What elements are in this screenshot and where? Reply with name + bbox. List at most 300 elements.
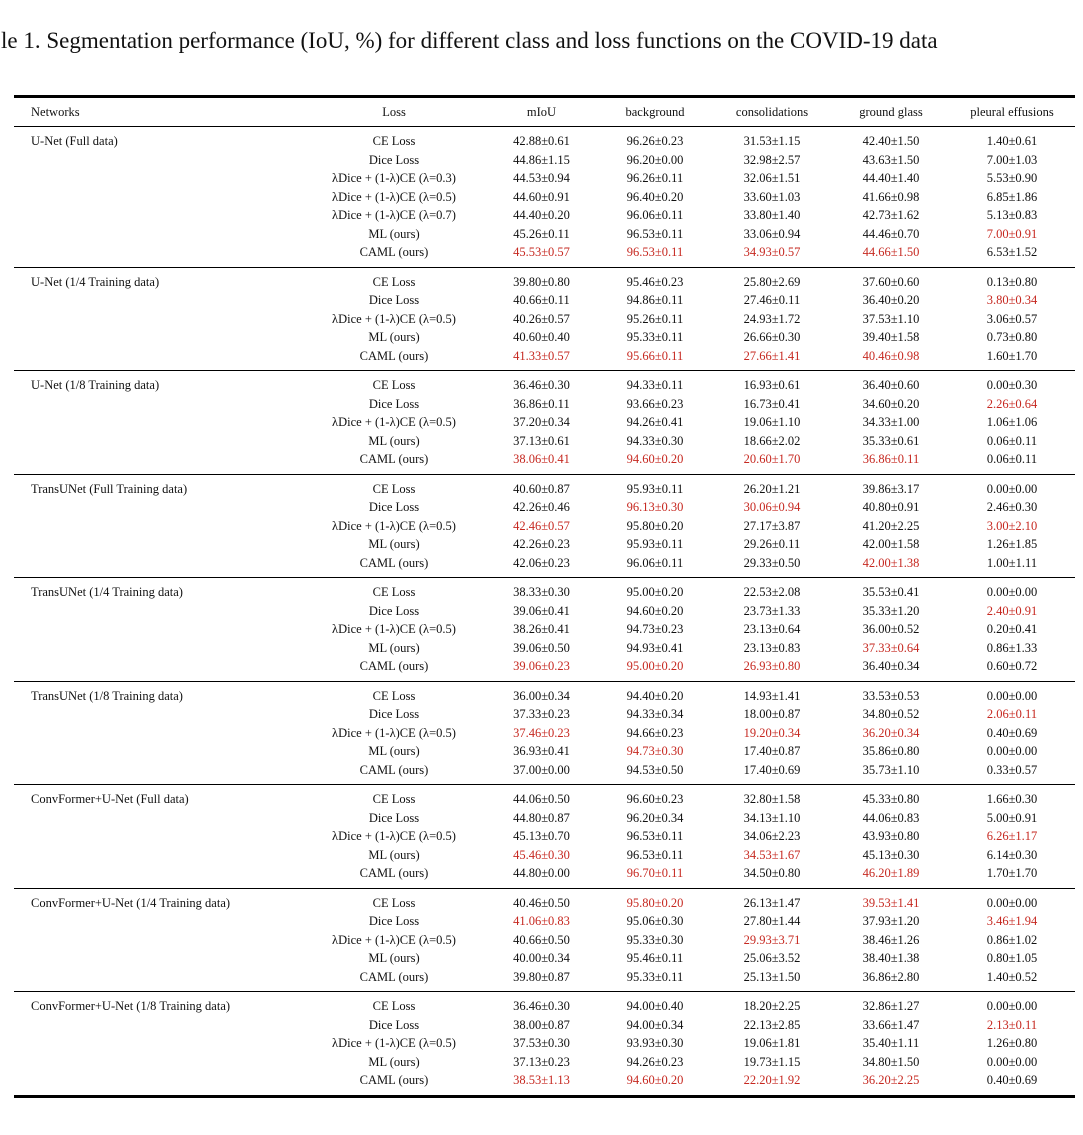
loss-label: CE Loss: [372, 274, 416, 289]
column-header-consolidations: consolidations: [711, 97, 833, 127]
metric-value: 41.33±0.57: [513, 348, 570, 363]
metric-value: 94.93±0.41: [626, 640, 684, 655]
metric-value: 34.80±1.50: [862, 1054, 920, 1069]
loss-label: Dice Loss: [368, 914, 420, 928]
metric-value: 39.53±1.41: [862, 895, 920, 910]
metric-value: 35.53±0.41: [862, 585, 920, 599]
loss-label: ML (ours): [368, 951, 420, 965]
metric-value: 24.93±1.72: [743, 311, 801, 326]
loss-label: CAML (ours): [359, 659, 429, 673]
metric-value: 2.06±0.11: [986, 707, 1038, 721]
metric-value: 3.06±0.57: [986, 311, 1038, 326]
metric-value: 0.13±0.80: [986, 274, 1038, 289]
metric-value: 3.46±1.94: [986, 914, 1038, 928]
metric-value: 46.20±1.89: [862, 866, 920, 880]
metric-value: 40.66±0.50: [513, 932, 570, 947]
metric-value: 36.00±0.34: [513, 688, 570, 703]
column-header-background: background: [599, 97, 711, 127]
metric-value: 44.46±0.70: [862, 226, 920, 241]
loss-label: CAML (ours): [359, 1073, 429, 1087]
metric-value: 37.13±0.61: [513, 433, 570, 448]
metric-value: 18.00±0.87: [743, 707, 801, 721]
network-group: [14, 785, 1075, 889]
network-name: U-Net (1/8 Training data): [31, 378, 160, 392]
metric-value: 6.85±1.86: [986, 189, 1038, 204]
metric-value: 44.53±0.94: [513, 171, 570, 185]
metric-value: 7.00±1.03: [986, 152, 1038, 167]
metric-value: 35.33±0.61: [862, 433, 920, 448]
results-table: [14, 95, 1075, 1098]
loss-label: ML (ours): [368, 537, 420, 551]
metric-value: 40.00±0.34: [513, 951, 570, 965]
metric-value: 39.86±3.17: [862, 481, 920, 496]
loss-label: λDice + (1-λ)CE (λ=0.5): [332, 1036, 456, 1050]
loss-label: Dice Loss: [368, 603, 420, 618]
metric-value: 19.06±1.10: [743, 415, 801, 429]
metric-value: 96.06±0.11: [626, 208, 684, 222]
loss-label: λDice + (1-λ)CE (λ=0.5): [332, 725, 456, 740]
metric-value: 94.86±0.11: [626, 293, 684, 307]
metric-value: 96.26±0.11: [626, 171, 684, 185]
metric-value: 36.20±0.34: [862, 725, 920, 740]
metric-value: 5.53±0.90: [986, 171, 1038, 185]
metric-value: 44.06±0.50: [513, 792, 570, 806]
loss-label: CE Loss: [372, 999, 416, 1013]
metric-value: 39.06±0.41: [513, 603, 570, 618]
metric-value: 6.26±1.17: [986, 829, 1038, 843]
metric-value: 95.66±0.11: [626, 348, 684, 363]
metric-value: 32.98±2.57: [743, 152, 801, 167]
network-name: ConvFormer+U-Net (1/8 Training data): [31, 999, 231, 1013]
metric-value: 26.66±0.30: [743, 330, 801, 344]
metric-value: 18.66±2.02: [743, 433, 801, 448]
metric-value: 42.88±0.61: [513, 134, 570, 148]
loss-label: CAML (ours): [359, 866, 429, 880]
metric-value: 94.60±0.20: [626, 1073, 684, 1087]
metric-value: 0.00±0.00: [986, 688, 1038, 703]
metric-value: 42.40±1.50: [862, 134, 920, 148]
metric-value: 42.00±1.58: [862, 537, 920, 551]
metric-value: 6.14±0.30: [986, 847, 1038, 862]
metric-value: 95.80±0.20: [626, 895, 684, 910]
loss-label: CE Loss: [372, 792, 416, 806]
metric-value: 96.70±0.11: [626, 866, 684, 880]
column-header-pleural-effusions: pleural effusions: [949, 97, 1075, 127]
metric-value: 44.80±0.87: [513, 810, 570, 825]
metric-value: 95.00±0.20: [626, 659, 684, 673]
loss-label: λDice + (1-λ)CE (λ=0.5): [332, 189, 456, 204]
loss-label: ML (ours): [368, 330, 420, 344]
network-group: [14, 888, 1075, 992]
metric-value: 34.33±1.00: [862, 415, 920, 429]
table-row: [14, 127, 1075, 151]
table-row: [14, 681, 1075, 705]
metric-value: 19.73±1.15: [743, 1054, 801, 1069]
metric-value: 27.66±1.41: [743, 348, 801, 363]
metric-value: 95.46±0.23: [626, 274, 684, 289]
network-name: U-Net (1/4 Training data): [31, 274, 160, 289]
metric-value: 37.00±0.00: [513, 762, 570, 777]
metric-value: 44.80±0.00: [513, 866, 570, 880]
metric-value: 25.13±1.50: [743, 969, 801, 984]
metric-value: 96.53±0.11: [626, 829, 684, 843]
metric-value: 1.40±0.52: [986, 969, 1038, 984]
metric-value: 94.60±0.20: [626, 603, 684, 618]
metric-value: 25.80±2.69: [743, 274, 801, 289]
metric-value: 95.00±0.20: [626, 585, 684, 599]
metric-value: 35.86±0.80: [862, 744, 920, 758]
metric-value: 96.26±0.23: [626, 134, 684, 148]
network-group: [14, 578, 1075, 682]
metric-value: 23.13±0.64: [743, 622, 801, 636]
metric-value: 36.40±0.20: [862, 293, 920, 307]
metric-value: 39.06±0.23: [513, 659, 570, 673]
metric-value: 1.66±0.30: [986, 792, 1038, 806]
metric-value: 0.80±1.05: [986, 951, 1038, 965]
metric-value: 1.06±1.06: [986, 415, 1038, 429]
table-header: [14, 97, 1075, 127]
metric-value: 22.53±2.08: [743, 585, 801, 599]
metric-value: 45.33±0.80: [862, 792, 920, 806]
metric-value: 40.46±0.98: [862, 348, 920, 363]
table-row: [14, 992, 1075, 1016]
metric-value: 36.86±0.11: [513, 396, 570, 411]
metric-value: 34.53±1.67: [743, 847, 801, 862]
metric-value: 96.60±0.23: [626, 792, 684, 806]
metric-value: 94.66±0.23: [626, 725, 684, 740]
metric-value: 1.40±0.61: [986, 134, 1038, 148]
metric-value: 27.46±0.11: [743, 293, 801, 307]
metric-value: 39.80±0.87: [513, 969, 570, 984]
metric-value: 94.26±0.23: [626, 1054, 684, 1069]
metric-value: 40.60±0.87: [513, 481, 570, 496]
metric-value: 39.06±0.50: [513, 640, 570, 655]
metric-value: 37.33±0.23: [513, 707, 570, 721]
metric-value: 37.20±0.34: [513, 415, 570, 429]
metric-value: 26.93±0.80: [743, 659, 801, 673]
network-group: [14, 474, 1075, 578]
metric-value: 95.26±0.11: [626, 311, 684, 326]
metric-value: 38.00±0.87: [513, 1017, 570, 1032]
metric-value: 0.40±0.69: [986, 725, 1038, 740]
metric-value: 95.06±0.30: [626, 914, 684, 928]
metric-value: 19.20±0.34: [743, 725, 801, 740]
metric-value: 95.46±0.11: [626, 951, 684, 965]
metric-value: 36.00±0.52: [862, 622, 920, 636]
metric-value: 1.60±1.70: [986, 348, 1038, 363]
metric-value: 40.46±0.50: [513, 895, 570, 910]
loss-label: Dice Loss: [368, 1017, 420, 1032]
metric-value: 29.26±0.11: [743, 537, 801, 551]
loss-label: CAML (ours): [359, 969, 429, 984]
metric-value: 0.00±0.00: [986, 999, 1038, 1013]
network-group: [14, 267, 1075, 371]
metric-value: 93.66±0.23: [626, 396, 684, 411]
metric-value: 0.00±0.00: [986, 744, 1038, 758]
network-name: ConvFormer+U-Net (Full data): [31, 792, 189, 806]
metric-value: 36.40±0.60: [862, 378, 920, 392]
loss-label: CE Loss: [372, 378, 416, 392]
metric-value: 96.06±0.11: [626, 555, 684, 570]
metric-value: 5.13±0.83: [986, 208, 1038, 222]
metric-value: 37.53±1.10: [862, 311, 920, 326]
loss-label: CAML (ours): [359, 555, 429, 570]
metric-value: 45.46±0.30: [513, 847, 570, 862]
network-group: [14, 681, 1075, 785]
loss-label: CAML (ours): [359, 762, 429, 777]
loss-label: ML (ours): [368, 226, 420, 241]
metric-value: 44.86±1.15: [513, 152, 570, 167]
loss-label: Dice Loss: [368, 396, 420, 411]
metric-value: 35.40±1.11: [862, 1036, 920, 1050]
metric-value: 33.60±1.03: [743, 189, 801, 204]
metric-value: 45.26±0.11: [513, 226, 570, 241]
metric-value: 96.53±0.11: [626, 226, 684, 241]
table-caption: le 1. Segmentation performance (IoU, %) for different class and loss functions on the COVID-19 data: [1, 28, 938, 53]
metric-value: 35.73±1.10: [862, 762, 920, 777]
network-group: [14, 992, 1075, 1097]
metric-value: 96.53±0.11: [626, 847, 684, 862]
metric-value: 18.20±2.25: [743, 999, 801, 1013]
table-row: [14, 578, 1075, 602]
metric-value: 45.13±0.30: [862, 847, 920, 862]
metric-value: 32.86±1.27: [862, 999, 920, 1013]
loss-label: λDice + (1-λ)CE (λ=0.3): [332, 171, 456, 185]
metric-value: 37.46±0.23: [513, 725, 570, 740]
network-group: [14, 371, 1075, 475]
metric-value: 14.93±1.41: [743, 688, 801, 703]
metric-value: 96.20±0.34: [626, 810, 684, 825]
metric-value: 43.93±0.80: [862, 829, 920, 843]
metric-value: 29.33±0.50: [743, 555, 801, 570]
loss-label: λDice + (1-λ)CE (λ=0.7): [332, 208, 456, 222]
metric-value: 0.06±0.11: [986, 433, 1038, 448]
loss-label: CE Loss: [372, 895, 416, 910]
loss-label: λDice + (1-λ)CE (λ=0.5): [332, 829, 456, 843]
metric-value: 38.53±1.13: [513, 1073, 570, 1087]
metric-value: 40.80±0.91: [862, 500, 920, 514]
metric-value: 94.73±0.23: [626, 622, 684, 636]
network-name: TransUNet (1/4 Training data): [31, 585, 183, 599]
metric-value: 0.00±0.00: [986, 481, 1038, 496]
metric-value: 33.80±1.40: [743, 208, 801, 222]
metric-value: 38.40±1.38: [862, 951, 920, 965]
loss-label: CE Loss: [372, 688, 416, 703]
loss-label: Dice Loss: [368, 152, 420, 167]
loss-label: Dice Loss: [368, 707, 420, 721]
column-header-loss: Loss: [304, 97, 484, 127]
metric-value: 94.60±0.20: [626, 452, 684, 466]
metric-value: 95.33±0.11: [626, 969, 684, 984]
loss-label: λDice + (1-λ)CE (λ=0.5): [332, 518, 456, 533]
loss-label: ML (ours): [368, 744, 420, 758]
metric-value: 38.26±0.41: [513, 622, 570, 636]
metric-value: 39.80±0.80: [513, 274, 570, 289]
metric-value: 23.13±0.83: [743, 640, 801, 655]
metric-value: 26.13±1.47: [743, 895, 801, 910]
metric-value: 93.93±0.30: [626, 1036, 684, 1050]
loss-label: CAML (ours): [359, 452, 429, 466]
metric-value: 33.53±0.53: [862, 688, 920, 703]
loss-label: ML (ours): [368, 1054, 420, 1069]
metric-value: 16.73±0.41: [743, 396, 801, 411]
metric-value: 34.06±2.23: [743, 829, 801, 843]
column-header-ground-glass: ground glass: [833, 97, 949, 127]
metric-value: 20.60±1.70: [743, 452, 801, 466]
loss-label: λDice + (1-λ)CE (λ=0.5): [332, 311, 456, 326]
metric-value: 45.53±0.57: [513, 245, 570, 259]
loss-label: CAML (ours): [359, 245, 429, 259]
loss-label: ML (ours): [368, 847, 420, 862]
metric-value: 0.06±0.11: [986, 452, 1038, 466]
metric-value: 0.40±0.69: [986, 1073, 1038, 1087]
metric-value: 1.70±1.70: [986, 866, 1038, 880]
metric-value: 34.60±0.20: [862, 396, 920, 411]
metric-value: 36.46±0.30: [513, 999, 570, 1013]
metric-value: 23.73±1.33: [743, 603, 801, 618]
loss-label: Dice Loss: [368, 293, 420, 307]
metric-value: 0.00±0.30: [986, 378, 1038, 392]
metric-value: 32.06±1.51: [743, 171, 801, 185]
metric-value: 42.73±1.62: [862, 208, 920, 222]
metric-value: 44.60±0.91: [513, 189, 570, 204]
loss-label: CE Loss: [372, 481, 416, 496]
metric-value: 96.20±0.00: [626, 152, 684, 167]
loss-label: Dice Loss: [368, 500, 420, 514]
metric-value: 38.46±1.26: [862, 932, 920, 947]
metric-value: 42.26±0.23: [513, 537, 570, 551]
metric-value: 40.66±0.11: [513, 293, 570, 307]
metric-value: 17.40±0.69: [743, 762, 801, 777]
metric-value: 37.53±0.30: [513, 1036, 570, 1050]
loss-label: λDice + (1-λ)CE (λ=0.5): [332, 415, 456, 429]
loss-label: λDice + (1-λ)CE (λ=0.5): [332, 932, 456, 947]
metric-value: 40.60±0.40: [513, 330, 570, 344]
metric-value: 3.80±0.34: [986, 293, 1038, 307]
table-row: [14, 785, 1075, 809]
network-name: U-Net (Full data): [31, 134, 118, 148]
column-header-miou: mIoU: [484, 97, 599, 127]
loss-label: CE Loss: [372, 585, 416, 599]
metric-value: 95.93±0.11: [626, 537, 684, 551]
metric-value: 36.86±2.80: [862, 969, 920, 984]
metric-value: 35.33±1.20: [862, 603, 920, 618]
metric-value: 37.13±0.23: [513, 1054, 570, 1069]
metric-value: 96.53±0.11: [626, 245, 684, 259]
metric-value: 44.40±1.40: [862, 171, 920, 185]
metric-value: 25.06±3.52: [743, 951, 801, 965]
metric-value: 34.80±0.52: [862, 707, 920, 721]
metric-value: 44.06±0.83: [862, 810, 920, 825]
metric-value: 41.66±0.98: [862, 189, 920, 204]
metric-value: 30.06±0.94: [743, 500, 801, 514]
metric-value: 2.26±0.64: [986, 396, 1038, 411]
metric-value: 36.46±0.30: [513, 378, 570, 392]
metric-value: 42.46±0.57: [513, 518, 570, 533]
loss-label: CE Loss: [372, 134, 416, 148]
metric-value: 37.33±0.64: [862, 640, 920, 655]
metric-value: 41.20±2.25: [862, 518, 920, 533]
metric-value: 7.00±0.91: [986, 226, 1038, 241]
network-name: TransUNet (Full Training data): [31, 481, 188, 496]
header-row: [14, 97, 1075, 127]
metric-value: 2.46±0.30: [986, 500, 1038, 514]
column-header-networks: Networks: [14, 97, 304, 127]
metric-value: 95.80±0.20: [626, 518, 684, 533]
metric-value: 94.00±0.40: [626, 999, 684, 1013]
metric-value: 5.00±0.91: [986, 810, 1038, 825]
metric-value: 0.00±0.00: [986, 585, 1038, 599]
metric-value: 94.40±0.20: [626, 688, 684, 703]
metric-value: 94.73±0.30: [626, 744, 684, 758]
metric-value: 94.33±0.34: [626, 707, 684, 721]
metric-value: 94.33±0.11: [626, 378, 684, 392]
metric-value: 0.00±0.00: [986, 1054, 1038, 1069]
table-row: [14, 267, 1075, 291]
metric-value: 36.86±0.11: [862, 452, 920, 466]
loss-label: ML (ours): [368, 640, 420, 655]
metric-value: 42.00±1.38: [862, 555, 920, 570]
metric-value: 38.06±0.41: [513, 452, 570, 466]
metric-value: 42.26±0.46: [513, 500, 570, 514]
metric-value: 95.33±0.11: [626, 330, 684, 344]
metric-value: 19.06±1.81: [743, 1036, 801, 1050]
metric-value: 94.26±0.41: [626, 415, 684, 429]
metric-value: 22.13±2.85: [743, 1017, 801, 1032]
metric-value: 33.06±0.94: [743, 226, 801, 241]
metric-value: 1.26±0.80: [986, 1036, 1038, 1050]
metric-value: 1.00±1.11: [986, 555, 1038, 570]
metric-value: 0.20±0.41: [986, 622, 1038, 636]
metric-value: 44.40±0.20: [513, 208, 570, 222]
metric-value: 27.17±3.87: [743, 518, 801, 533]
metric-value: 94.00±0.34: [626, 1017, 684, 1032]
metric-value: 36.93±0.41: [513, 744, 570, 758]
table-row: [14, 474, 1075, 498]
metric-value: 33.66±1.47: [862, 1017, 920, 1032]
metric-value: 36.20±2.25: [862, 1073, 920, 1087]
metric-value: 39.40±1.58: [862, 330, 920, 344]
metric-value: 41.06±0.83: [513, 914, 570, 928]
loss-label: Dice Loss: [368, 810, 420, 825]
metric-value: 0.00±0.00: [986, 895, 1038, 910]
metric-value: 0.86±1.33: [986, 640, 1038, 655]
network-name: TransUNet (1/8 Training data): [31, 688, 183, 703]
metric-value: 34.93±0.57: [743, 245, 801, 259]
table-row: [14, 888, 1075, 912]
metric-value: 3.00±2.10: [986, 518, 1038, 533]
metric-value: 17.40±0.87: [743, 744, 801, 758]
metric-value: 36.40±0.34: [862, 659, 920, 673]
network-group: [14, 127, 1075, 268]
network-name: ConvFormer+U-Net (1/4 Training data): [31, 895, 231, 910]
metric-value: 31.53±1.15: [743, 134, 801, 148]
metric-value: 94.33±0.30: [626, 433, 684, 448]
metric-value: 29.93±3.71: [743, 932, 801, 947]
loss-label: ML (ours): [368, 433, 420, 448]
table-row: [14, 371, 1075, 395]
metric-value: 37.60±0.60: [862, 274, 920, 289]
metric-value: 34.50±0.80: [743, 866, 801, 880]
metric-value: 96.40±0.20: [626, 189, 684, 204]
metric-value: 96.13±0.30: [626, 500, 684, 514]
metric-value: 0.60±0.72: [986, 659, 1038, 673]
metric-value: 95.33±0.30: [626, 932, 684, 947]
metric-value: 27.80±1.44: [743, 914, 801, 928]
metric-value: 34.13±1.10: [743, 810, 801, 825]
metric-value: 32.80±1.58: [743, 792, 801, 806]
metric-value: 2.40±0.91: [986, 603, 1038, 618]
